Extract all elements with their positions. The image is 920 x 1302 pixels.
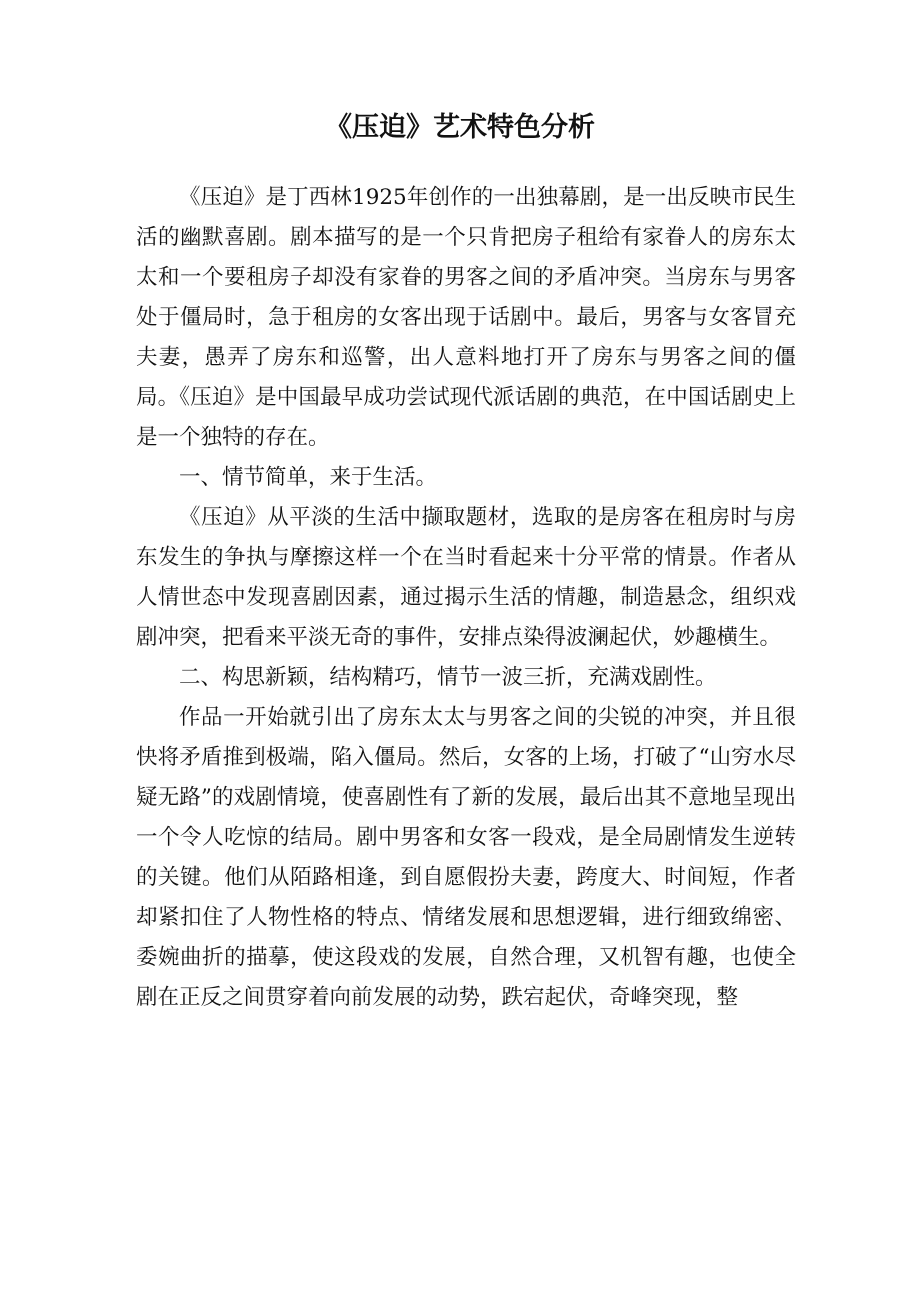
paragraph-section-1: 《压迫》从平淡的生活中撷取题材，选取的是房客在租房时与房东发生的争执与摩擦这样一个在当时看起来十分平常的情景。作者从人情世态中发现喜剧因素，通过揭示生活的情趣，制造悬念，组织戏剧冲突，把看来平淡无奇的事件，安排点染得波澜起伏，妙趣横生。 [136, 505, 796, 650]
section-heading-1: 一、情节简单，来于生活。 [179, 465, 438, 490]
document-body [136, 178, 796, 1018]
section-heading-2: 二、构思新颖，结构精巧，情节一波三折，充满戏剧性。 [179, 665, 717, 690]
paragraph-intro: 《压迫》是丁西林1925年创作的一出独幕剧，是一出反映市民生活的幽默喜剧。剧本描写的是一个只肯把房子租给有家眷人的房东太太和一个要租房子却没有家眷的男客之间的矛盾冲突。当房东与男客处于僵局时，急于租房的女客出现于话剧中。最后，男客与女客冒充夫妻，愚弄了房东和巡警，出人意料地打开了房东与男客之间的僵局。《压迫》是中国最早成功尝试现代派话剧的典范，在中国话剧史上是一个独特的存在。 [136, 185, 796, 450]
paragraph-section-2: 作品一开始就引出了房东太太与男客之间的尖锐的冲突，并且很快将矛盾推到极端，陷入僵局。然后，女客的上场，打破了“山穷水尽疑无路”的戏剧情境，使喜剧性有了新的发展，最后出其不意地呈现出一个令人吃惊的结局。剧中男客和女客一段戏，是全局剧情发生逆转的关键。他们从陌路相逢，到自愿假扮夫妻，跨度大、时间短，作者却紧扣住了人物性格的特点、情绪发展和思想逻辑，进行细致绵密、委婉曲折的描摹，使这段戏的发展，自然合理，又机智有趣，也使全剧在正反之间贯穿着向前发展的动势，跌宕起伏，奇峰突现，整 [136, 705, 796, 1010]
document-title: 《压迫》艺术特色分析 [325, 112, 595, 143]
